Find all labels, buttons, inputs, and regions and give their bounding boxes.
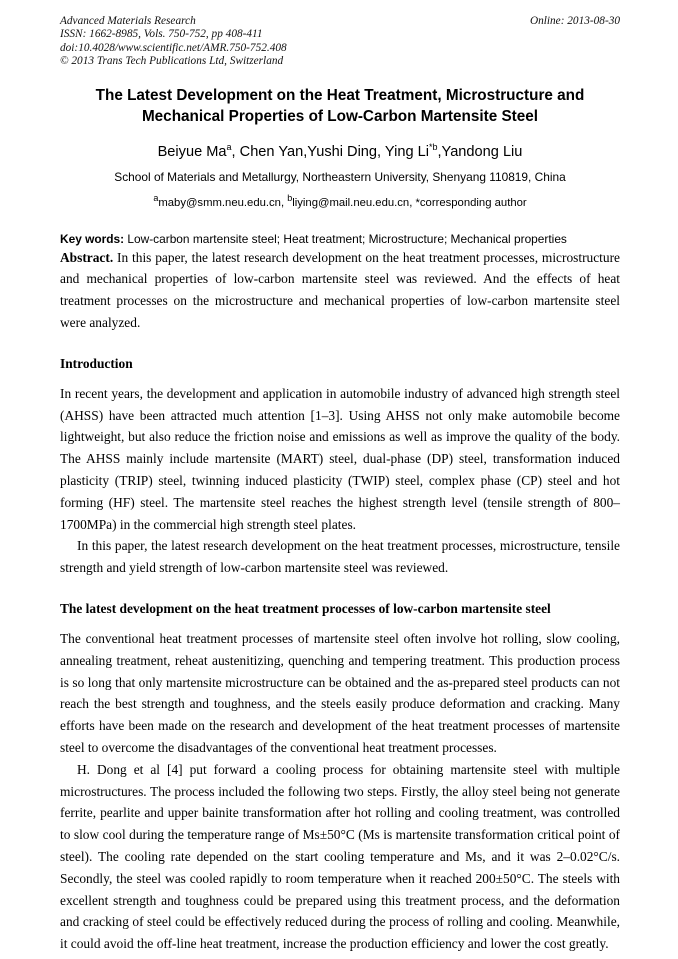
paragraph: In this paper, the latest research development on the heat treatment processes, microstructure, tensile strength and yield strength of low-carbon martensite steel was reviewed. bbox=[60, 538, 620, 576]
online-date: Online: 2013-08-30 bbox=[529, 15, 620, 27]
paper-title-line1: The Latest Development on the Heat Treatment, Microstructure and bbox=[95, 86, 585, 104]
section-introduction bbox=[60, 355, 620, 579]
issn-line: ISSN: 1662-8985, Vols. 750-752, pp 408-411 bbox=[60, 28, 263, 41]
author-names: , Chen Yan,Yushi Ding, Ying Li bbox=[231, 143, 429, 160]
email-mark-b: b bbox=[287, 192, 293, 203]
email-a: maby@smm.neu.edu.cn, bbox=[158, 196, 288, 209]
corresponding-author-mark: *b bbox=[428, 141, 438, 152]
paragraph: In recent years, the development and application in automobile industry of advanced high strength steel (AHSS) have been attracted much attention [1–3]. Using AHSS not only make automobile become lightweight, but also reduce the friction noise and emissions as well as improve the quality of the body. The AHSS mainly include martensite (MART) steel, dual-phase (DP) steel, transformation induced plasticity (TRIP) steel, twinning induced plasticity (TWIP) steel, complex phase (CP) steel and hot forming (HF) steel. The martensite steel reaches the highest strength level (tensile strength of 800–1700MPa) in the commercial high strength steel plates. bbox=[60, 385, 620, 532]
section-heading: The latest development on the heat treatment processes of low-carbon martensite steel bbox=[60, 600, 551, 616]
paragraph: The conventional heat treatment processes of martensite steel often involve hot rolling, slow cooling, annealing treatment, reheat austenitizing, quenching and tempering treatment. This production process is so long that only martensite microstructure can be obtained and the as-prepared steel products can not reach the best strength and toughness, and the steels easily produce deformation and cracking. Many efforts have been made on the research and development of the heat treatment processes of martensite steel to overcome the disadvantages of the conventional heat treatment processes. bbox=[60, 630, 620, 755]
journal-name: Advanced Materials Research bbox=[60, 15, 196, 27]
paragraph: H. Dong et al [4] put forward a cooling process for obtaining martensite steel with multiple microstructures. The process included the following two steps. Firstly, the alloy steel being not generate ferrite, pearlite and upper bainite transformation after hot rolling and cooling treatment, was controlled to slow cool during the temperature range of Ms±50°C (Ms is martensite transformation critical point of steel). The cooling rate depended on the start cooling temperature and Ms, and it was 2–0.02°C/s. Secondly, the steel was cooled rapidly to room temperature when it reached 200±50°C. The steels with excellent strength and toughness could be prepared using this treatment process, and the deformation and cracking of steel could be effectively reduced during the process of rolling and cooling. Meanwhile, it could avoid the off-line heat treatment, increase the production efficiency and lower the cost greatly. bbox=[60, 761, 620, 952]
author-name: Beiyue Ma bbox=[157, 143, 227, 160]
paper-title-line2: Mechanical Properties of Low-Carbon Martensite Steel bbox=[141, 108, 539, 126]
keywords-label: Key words: bbox=[60, 231, 125, 246]
copyright-line: © 2013 Trans Tech Publications Ltd, Switzerland bbox=[60, 55, 284, 68]
section-heat-treatment-development bbox=[60, 600, 620, 955]
doi-line: doi:10.4028/www.scientific.net/AMR.750-752.408 bbox=[60, 41, 287, 54]
author-name-last: ,Yandong Liu bbox=[437, 143, 523, 160]
paper-title bbox=[60, 85, 620, 128]
author-affiliation-mark: a bbox=[226, 141, 232, 152]
abstract-text: In this paper, the latest research development on the heat treatment processes, microstructure and mechanical properties of low-carbon martensite steel was reviewed. And the effects of heat treatment processes on the microstructure and mechanical properties of low-carbon martensite steel were analyzed. bbox=[60, 249, 620, 331]
keywords-line bbox=[60, 232, 620, 247]
abstract-paragraph bbox=[60, 247, 620, 334]
email-b: liying@mail.neu.edu.cn, *corresponding author bbox=[292, 196, 527, 209]
abstract-label: Abstract. bbox=[60, 249, 114, 265]
contact-line bbox=[60, 192, 620, 211]
journal-info bbox=[60, 15, 287, 69]
affiliation-line: School of Materials and Metallurgy, Northeastern University, Shenyang 110819, China bbox=[114, 169, 566, 184]
section-heading: Introduction bbox=[60, 355, 133, 371]
paper-body bbox=[60, 247, 620, 955]
keywords-text: Low-carbon martensite steel; Heat treatment; Microstructure; Mechanical properties bbox=[124, 231, 567, 246]
author-line bbox=[60, 143, 620, 161]
email-mark-a: a bbox=[153, 192, 159, 203]
journal-header bbox=[60, 15, 620, 69]
